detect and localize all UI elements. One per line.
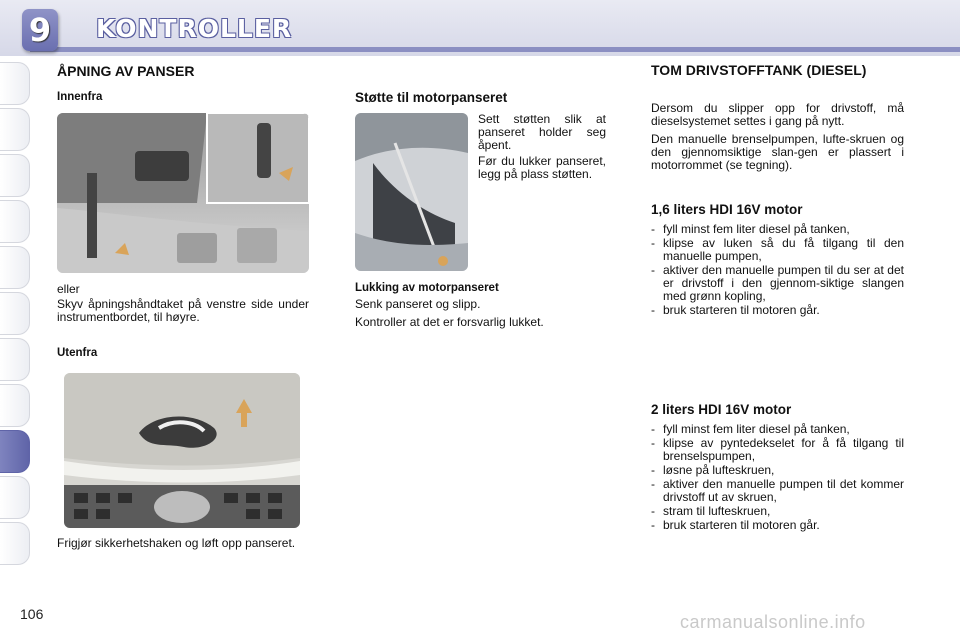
chapter-tab[interactable] [0, 292, 30, 335]
chapter-tab[interactable] [0, 154, 30, 197]
watermark: carmanualsonline.info [680, 612, 866, 632]
subheading-inside: Innenfra [57, 91, 103, 103]
list-item: - klipse av luken så du få tilgang til den manuelle pumpen, [651, 237, 904, 263]
subheading-engine-20: 2 liters HDI 16V motor [651, 402, 792, 417]
text-support-close: Før du lukker panseret, legg på plass støtten. [478, 154, 606, 181]
list-item: - bruk starteren til motoren går. [651, 304, 904, 317]
chapter-tab[interactable] [0, 384, 30, 427]
text-closing-step-1: Senk panseret og slipp. [355, 297, 481, 311]
list-item: - stram til lufteskruen, [651, 505, 904, 518]
steps-engine-20 [651, 423, 904, 533]
chapter-tab[interactable] [0, 246, 30, 289]
chapter-tab[interactable] [0, 200, 30, 243]
header-rule [30, 47, 960, 52]
subheading-closing-hood: Lukking av motorpanseret [355, 282, 499, 294]
list-item: - aktiver den manuelle pumpen til du ser at det er drivstoff i den gjennom-siktige slangen med grønn kopling, [651, 264, 904, 303]
list-item: - klipse av pyntedekselet for å få tilgang til brenselspumpen, [651, 437, 904, 463]
chapter-number-badge: 9 [22, 9, 58, 51]
chapter-tab[interactable] [0, 338, 30, 381]
text-inside-instructions: Skyv åpningshåndtaket på venstre side under instrumentbordet, til høyre. [57, 297, 309, 324]
section-title-hood-opening: ÅPNING AV PANSER [57, 63, 195, 79]
list-item: - bruk starteren til motoren går. [651, 519, 904, 532]
illustration-safety-catch [64, 373, 300, 528]
subheading-engine-16: 1,6 liters HDI 16V motor [651, 202, 803, 217]
text-outside-instructions: Frigjør sikkerhetshaken og løft opp panseret. [57, 536, 296, 550]
text-fuel-intro: Dersom du slipper opp for drivstoff, må dieselsystemet settes i gang på nytt. [651, 101, 904, 128]
chapter-tab-active[interactable] [0, 430, 30, 473]
chapter-tab[interactable] [0, 476, 30, 519]
chapter-tab[interactable] [0, 108, 30, 151]
list-item: - løsne på lufteskruen, [651, 464, 904, 477]
subheading-outside: Utenfra [57, 347, 98, 359]
text-or: eller [57, 282, 80, 296]
list-item: - fyll minst fem liter diesel på tanken, [651, 423, 904, 436]
text-closing-step-2: Kontroller at det er forsvarlig lukket. [355, 315, 544, 329]
chapter-tab[interactable] [0, 62, 30, 105]
chapter-tabs [0, 62, 32, 568]
list-item: - aktiver den manuelle pumpen til det kommer drivstoff ut av skruen, [651, 478, 904, 504]
steps-engine-16 [651, 223, 904, 318]
text-support-open: Sett støtten slik at panseret holder seg åpent. [478, 112, 606, 152]
section-title-empty-fuel-tank: TOM DRIVSTOFFTANK (DIESEL) [651, 62, 867, 78]
text-pump-location: Den manuelle brenselpumpen, lufte-skruen og den gjennomsiktige slan-gen er plassert i motorrommet (se tegning). [651, 132, 904, 172]
page-number: 106 [20, 606, 44, 622]
subheading-hood-support: Støtte til motorpanseret [355, 90, 508, 105]
chapter-tab[interactable] [0, 522, 30, 565]
chapter-title: KONTROLLER [96, 14, 293, 43]
list-item: - fyll minst fem liter diesel på tanken, [651, 223, 904, 236]
illustration-hood-support-rod [355, 113, 468, 271]
illustration-inside-release-lever [57, 113, 309, 273]
